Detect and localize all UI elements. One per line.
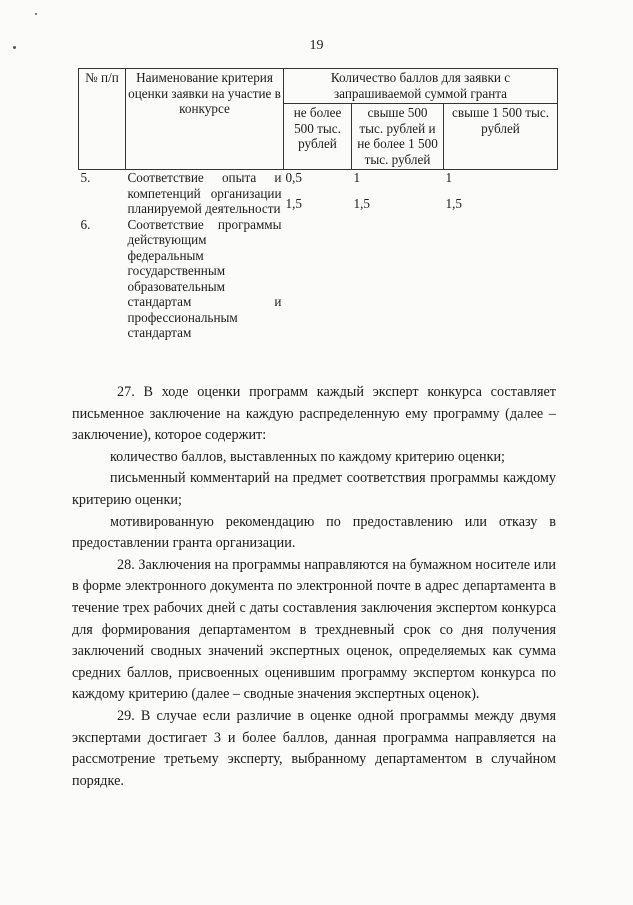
- header-number: № п/п: [79, 69, 126, 170]
- table-row: [79, 217, 558, 341]
- paragraph-29: 29. В случае если различие в оценке одной программы между двумя экспертами достигает 3 и более баллов, данная программа направляется на рассмотрение третьему эксперту, выбранному департаментом в случайном порядке.: [72, 707, 556, 789]
- criterion-name: Соответствие опыта и компетенций организации планируемой деятельности: [127, 170, 282, 216]
- header-tier-3: свыше 1 500 тыс. рублей: [444, 104, 558, 170]
- body-text: [72, 382, 556, 792]
- page-number: 19: [309, 38, 324, 53]
- score-tier-1: 0,5: [285, 170, 302, 185]
- score-tier-3: 1: [445, 170, 453, 185]
- criteria-table: [78, 68, 558, 341]
- scan-speck: [35, 13, 37, 15]
- header-criterion: Наименование критерия оценки заявки на участие в конкурсе: [126, 69, 284, 170]
- score-tier-1: 1,5: [285, 195, 302, 211]
- header-tier-2: свыше 500 тыс. рублей и не более 1 500 тыс. рублей: [352, 104, 444, 170]
- row-number: 6.: [80, 216, 91, 232]
- header-tier-1: не более 500 тыс. рублей: [284, 104, 352, 170]
- header-score-group: Количество баллов для заявки с запрашиваемой суммой гранта: [284, 69, 558, 104]
- score-tier-2: 1,5: [353, 195, 370, 211]
- paragraph-28: 28. Заключения на программы направляются на бумажном носителе или в форме электронного документа по электронной почте в адрес департамента в течение трех рабочих дней с даты составления заключения экспертом конкурса для формирования департаментом в трехдневный срок со дня получения заключений сводных значений экспертных оценок, определяемых как сумма средних баллов, присвоенных оценившим программу экспертом конкурса по каждому критерию (далее – сводные значения экспертных оценок).: [72, 556, 556, 703]
- row-number: 5.: [80, 170, 91, 185]
- paragraph-27-item: мотивированную рекомендацию по предоставлению или отказу в предоставлении гранта организации.: [72, 513, 556, 552]
- paragraph-27-item: письменный комментарий на предмет соответствия программы каждому критерию оценки;: [72, 470, 556, 508]
- score-tier-2: 1: [353, 170, 361, 185]
- paragraph-27-item: количество баллов, выставленных по каждому критерию оценки;: [110, 448, 505, 465]
- score-tier-3: 1,5: [445, 195, 462, 211]
- criterion-name: Соответствие программы действующим федеральным государственным образовательным стандартам и профессиональным стандартам: [127, 216, 282, 340]
- paragraph-27: 27. В ходе оценки программ каждый эксперт конкурса составляет письменное заключение на каждую распределенную ему программу (далее – заключение), которое содержит:: [72, 384, 556, 444]
